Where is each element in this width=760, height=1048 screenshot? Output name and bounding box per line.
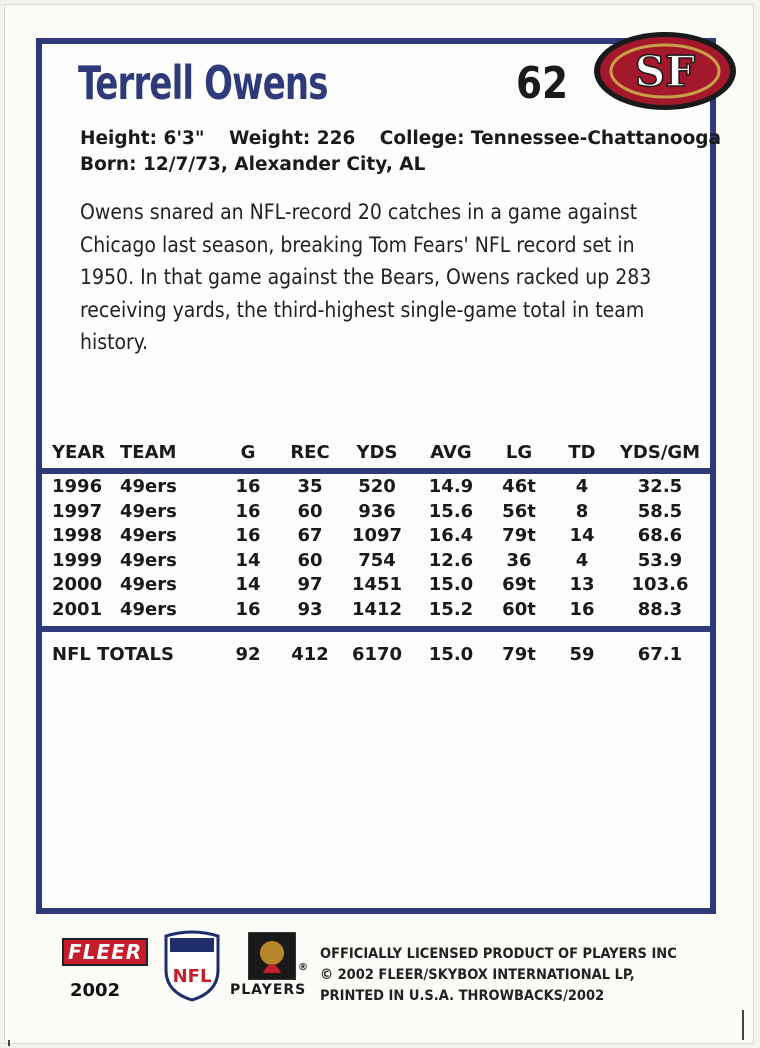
cell-yds: 1451 xyxy=(351,574,403,596)
stats-row xyxy=(42,476,710,501)
cell-year: 2000 xyxy=(52,574,103,596)
cell-rec: 60 xyxy=(297,500,323,522)
cell-team: 49ers xyxy=(120,525,177,547)
cell-g: 16 xyxy=(235,598,261,620)
cell-td: 14 xyxy=(569,525,595,547)
legal-line-1: OFFICIALLY LICENSED PRODUCT OF PLAYERS INC xyxy=(320,946,677,962)
cell-yds: 754 xyxy=(358,549,396,571)
cell-team: 49ers xyxy=(120,574,177,596)
stats-row xyxy=(42,599,710,624)
cell-team: 49ers xyxy=(120,549,177,571)
trim-mark xyxy=(8,1040,10,1046)
cell-team: 49ers xyxy=(120,476,177,497)
cell-td: 4 xyxy=(575,476,589,497)
header-team: TEAM xyxy=(120,442,177,463)
cell-rec: 35 xyxy=(297,476,323,497)
totals-yds: 6170 xyxy=(351,643,403,665)
bio-line-1 xyxy=(80,126,739,152)
cell-team: 49ers xyxy=(120,598,177,620)
bio-block xyxy=(80,126,739,178)
cell-yds: 1412 xyxy=(351,598,403,620)
registered-mark: ® xyxy=(298,962,308,973)
legal-line-3: PRINTED IN U.S.A. THROWBACKS/2002 xyxy=(320,988,605,1004)
cell-lg: 69t xyxy=(502,574,536,596)
cell-yds: 520 xyxy=(358,476,396,497)
totals-label: NFL TOTALS xyxy=(52,643,174,665)
stats-row xyxy=(42,525,710,550)
totals-rec: 412 xyxy=(291,643,329,665)
players-inc-logo-icon xyxy=(248,932,296,980)
cell-ydsgm: 53.9 xyxy=(637,549,683,571)
cell-ydsgm: 58.5 xyxy=(637,500,683,522)
cell-yds: 1097 xyxy=(351,525,403,547)
totals-avg: 15.0 xyxy=(428,643,474,665)
player-name: Terrell Owens xyxy=(78,56,328,110)
players-wordmark: PLAYERS xyxy=(230,982,307,998)
team-logo xyxy=(592,30,738,112)
legal-line-2: © 2002 FLEER/SKYBOX INTERNATIONAL LP, xyxy=(320,967,635,983)
cell-lg: 36 xyxy=(506,549,532,571)
cell-g: 14 xyxy=(235,574,261,596)
cell-avg: 12.6 xyxy=(428,549,474,571)
cell-team: 49ers xyxy=(120,500,177,522)
fleer-year: 2002 xyxy=(70,980,121,1001)
fleer-logo xyxy=(62,940,148,1001)
header-td: TD xyxy=(568,442,596,463)
stats-row xyxy=(42,550,710,575)
totals-td: 59 xyxy=(569,643,595,665)
height-text: Height: 6'3" xyxy=(80,128,205,149)
totals-lg: 79t xyxy=(502,643,536,665)
cell-year: 1997 xyxy=(52,500,103,522)
fleer-wordmark: FLEER xyxy=(62,938,148,966)
cell-year: 1996 xyxy=(52,476,103,497)
college-text: College: Tennessee-Chattanooga xyxy=(379,128,722,149)
cell-lg: 79t xyxy=(502,525,536,547)
weight-text: Weight: 226 xyxy=(228,128,356,149)
cell-rec: 97 xyxy=(297,574,323,596)
born-text: Born: 12/7/73, Alexander City, AL xyxy=(80,154,426,175)
cell-rec: 93 xyxy=(297,598,323,620)
header-year: YEAR xyxy=(52,442,106,463)
cell-avg: 15.6 xyxy=(428,500,474,522)
cell-td: 8 xyxy=(575,500,589,522)
cell-avg: 16.4 xyxy=(428,525,474,547)
cell-td: 13 xyxy=(569,574,595,596)
cell-lg: 46t xyxy=(502,476,536,497)
cell-ydsgm: 68.6 xyxy=(637,525,683,547)
nfl-shield-text: NFL xyxy=(172,966,212,987)
cell-g: 16 xyxy=(235,525,261,547)
cell-year: 1999 xyxy=(52,549,103,571)
totals-g: 92 xyxy=(235,643,261,665)
stats-totals-row xyxy=(42,644,710,669)
cell-ydsgm: 32.5 xyxy=(637,476,683,497)
team-logo-text: SF xyxy=(634,47,696,96)
cell-rec: 67 xyxy=(297,525,323,547)
legal-text xyxy=(320,944,677,1007)
header-rec: REC xyxy=(290,442,330,463)
stats-row xyxy=(42,574,710,599)
cell-td: 4 xyxy=(575,549,589,571)
cell-g: 14 xyxy=(235,549,261,571)
header-avg: AVG xyxy=(430,442,472,463)
cell-avg: 14.9 xyxy=(428,476,474,497)
player-blurb: Owens snared an NFL-record 20 catches in a game against Chicago last season, breaking Tom Fears' NFL record set in 1950. In that game against the Bears, Owens racked up 283 receiving yards, the third-highest single-game total in team history. xyxy=(80,200,652,354)
jersey-number: 62 xyxy=(516,58,569,109)
stats-table xyxy=(42,442,710,668)
cell-g: 16 xyxy=(235,476,261,497)
cell-ydsgm: 103.6 xyxy=(631,574,689,596)
nfl-shield-icon xyxy=(162,930,222,1002)
header-g: G xyxy=(240,442,256,463)
stats-body xyxy=(42,476,710,624)
totals-ydsgm: 67.1 xyxy=(637,643,683,665)
cell-yds: 936 xyxy=(358,500,396,522)
header-yds: YDS xyxy=(356,442,398,463)
cell-year: 1998 xyxy=(52,525,103,547)
cell-ydsgm: 88.3 xyxy=(637,598,683,620)
cell-avg: 15.0 xyxy=(428,574,474,596)
cell-lg: 56t xyxy=(502,500,536,522)
cell-year: 2001 xyxy=(52,598,103,620)
stats-row xyxy=(42,501,710,526)
stats-header-row xyxy=(42,442,710,468)
cell-lg: 60t xyxy=(502,598,536,620)
cell-g: 16 xyxy=(235,500,261,522)
cell-avg: 15.2 xyxy=(428,598,474,620)
cell-td: 16 xyxy=(569,598,595,620)
header-ydsgm: YDS/GM xyxy=(619,442,701,463)
trim-mark xyxy=(742,1010,744,1040)
header-lg: LG xyxy=(505,442,533,463)
cell-rec: 60 xyxy=(297,549,323,571)
